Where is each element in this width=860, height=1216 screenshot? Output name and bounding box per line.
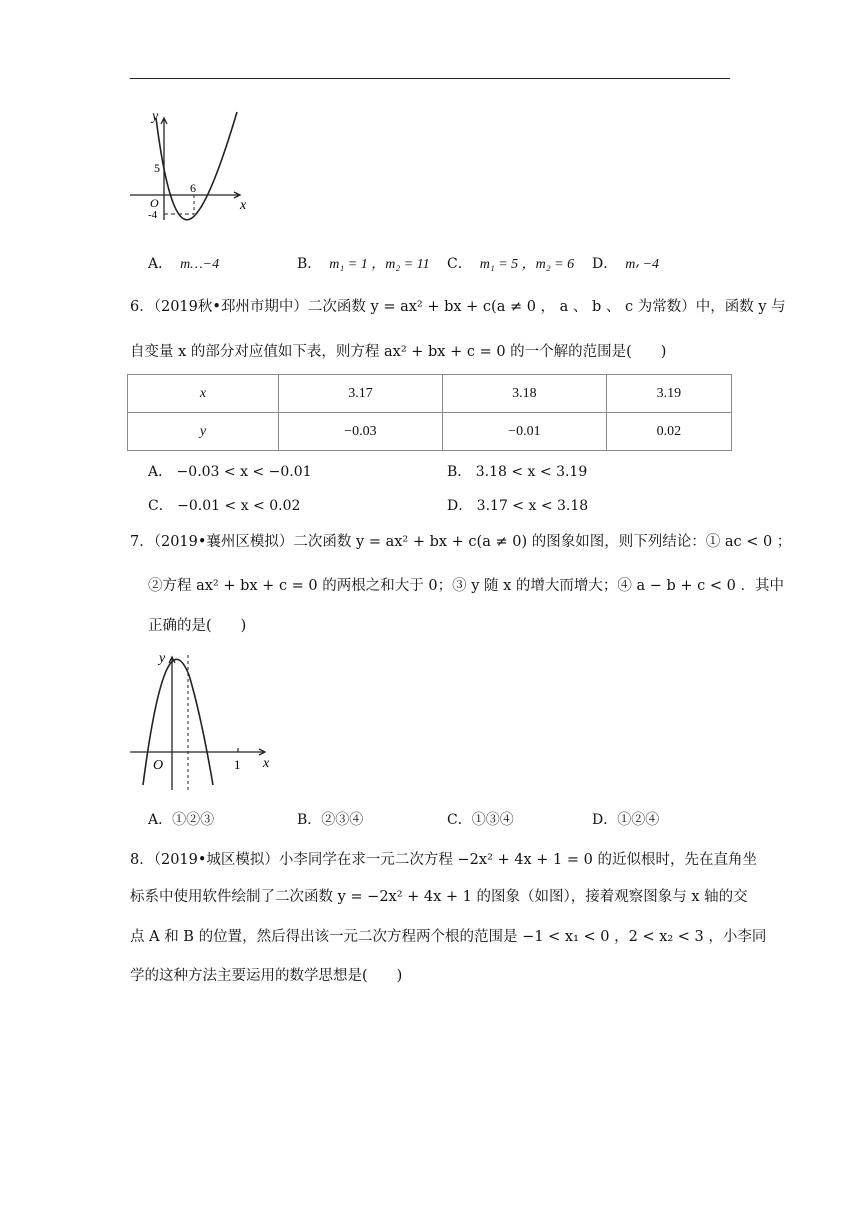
q6-option-c[interactable]: C． −0.01 < x < 0.02 [148,498,301,514]
table-cell: y [128,413,279,451]
tick-6: 6 [190,181,196,195]
parabola-curve [156,112,237,220]
q8-stem-line1: 8．（2019•城区模拟）小李同学在求一元二次方程 −2x² + 4x + 1 = 0 的近似根时，先在直角坐 [130,852,757,868]
q7-stem-line1: 7．（2019•襄州区模拟）二次函数 y = ax² + bx + c(a ≠ 0) 的图象如图，则下列结论：① ac < 0 ； [130,534,792,550]
y-label: y [152,109,159,124]
q6-stem-line2: 自变量 x 的部分对应值如下表，则方程 ax² + bx + c = 0 的一个解的范围是( ) [130,344,667,360]
q5-option-d[interactable]: D． m⸴ −4 [592,256,660,272]
table-row [128,413,732,451]
origin-label: O [153,758,164,773]
q7-option-d[interactable]: D．①②④ [592,812,660,828]
parabola-figure-q5 [120,100,260,225]
q5-option-a[interactable]: A． m…−4 [148,256,220,272]
header-rule [130,78,730,79]
q5-option-c[interactable]: C． m₁ = 5 ，m₂ = 6 [447,256,575,272]
table-cell: 3.18 [442,375,606,413]
table-cell: x [128,375,279,413]
q6-option-b[interactable]: B． 3.18 < x < 3.19 [447,464,588,480]
q8-stem-line4: 学的这种方法主要运用的数学思想是( ) [130,968,403,984]
q7-option-c[interactable]: C．①③④ [447,812,514,828]
x-label: x [240,198,247,213]
q6-stem-line1: 6．（2019秋•邳州市期中）二次函数 y = ax² + bx + c(a ≠ 0 ， a 、 b 、 c 为常数）中，函数 y 与 [130,299,786,315]
q5-option-b[interactable]: B． m₁ = 1 ，m₂ = 11 [297,256,430,272]
y-label: y [159,651,166,666]
tick-neg4: -4 [148,209,158,221]
parabola-figure-q7 [125,645,275,795]
table-cell: −0.03 [279,413,443,451]
tick-1-label: 1 [234,757,241,772]
table-row [128,375,732,413]
table-cell: 3.17 [279,375,443,413]
table-cell: 3.19 [606,375,731,413]
origin-label: O [150,196,159,210]
q7-option-a[interactable]: A．①②③ [148,812,215,828]
q8-stem-line3: 点 A 和 B 的位置，然后得出该一元二次方程两个根的范围是 −1 < x₁ < 0 ，2 < x₂ < 3 ，小李同 [130,929,767,945]
q7-stem-line2: ②方程 ax² + bx + c = 0 的两根之和大于 0；③ y 随 x 的增大而增大；④ a − b + c < 0 ．其中 [148,578,784,594]
q8-stem-line2: 标系中使用软件绘制了二次函数 y = −2x² + 4x + 1 的图象（如图），接着观察图象与 x 轴的交 [130,889,748,905]
x-label: x [263,756,270,771]
q7-stem-line3: 正确的是( ) [148,618,247,634]
q6-option-d[interactable]: D． 3.17 < x < 3.18 [447,498,589,514]
table-cell: −0.01 [442,413,606,451]
q7-option-b[interactable]: B．②③④ [297,812,364,828]
q6-option-a[interactable]: A． −0.03 < x < −0.01 [148,464,312,480]
value-table [127,374,732,451]
table-cell: 0.02 [606,413,731,451]
tick-5: 5 [154,161,160,175]
